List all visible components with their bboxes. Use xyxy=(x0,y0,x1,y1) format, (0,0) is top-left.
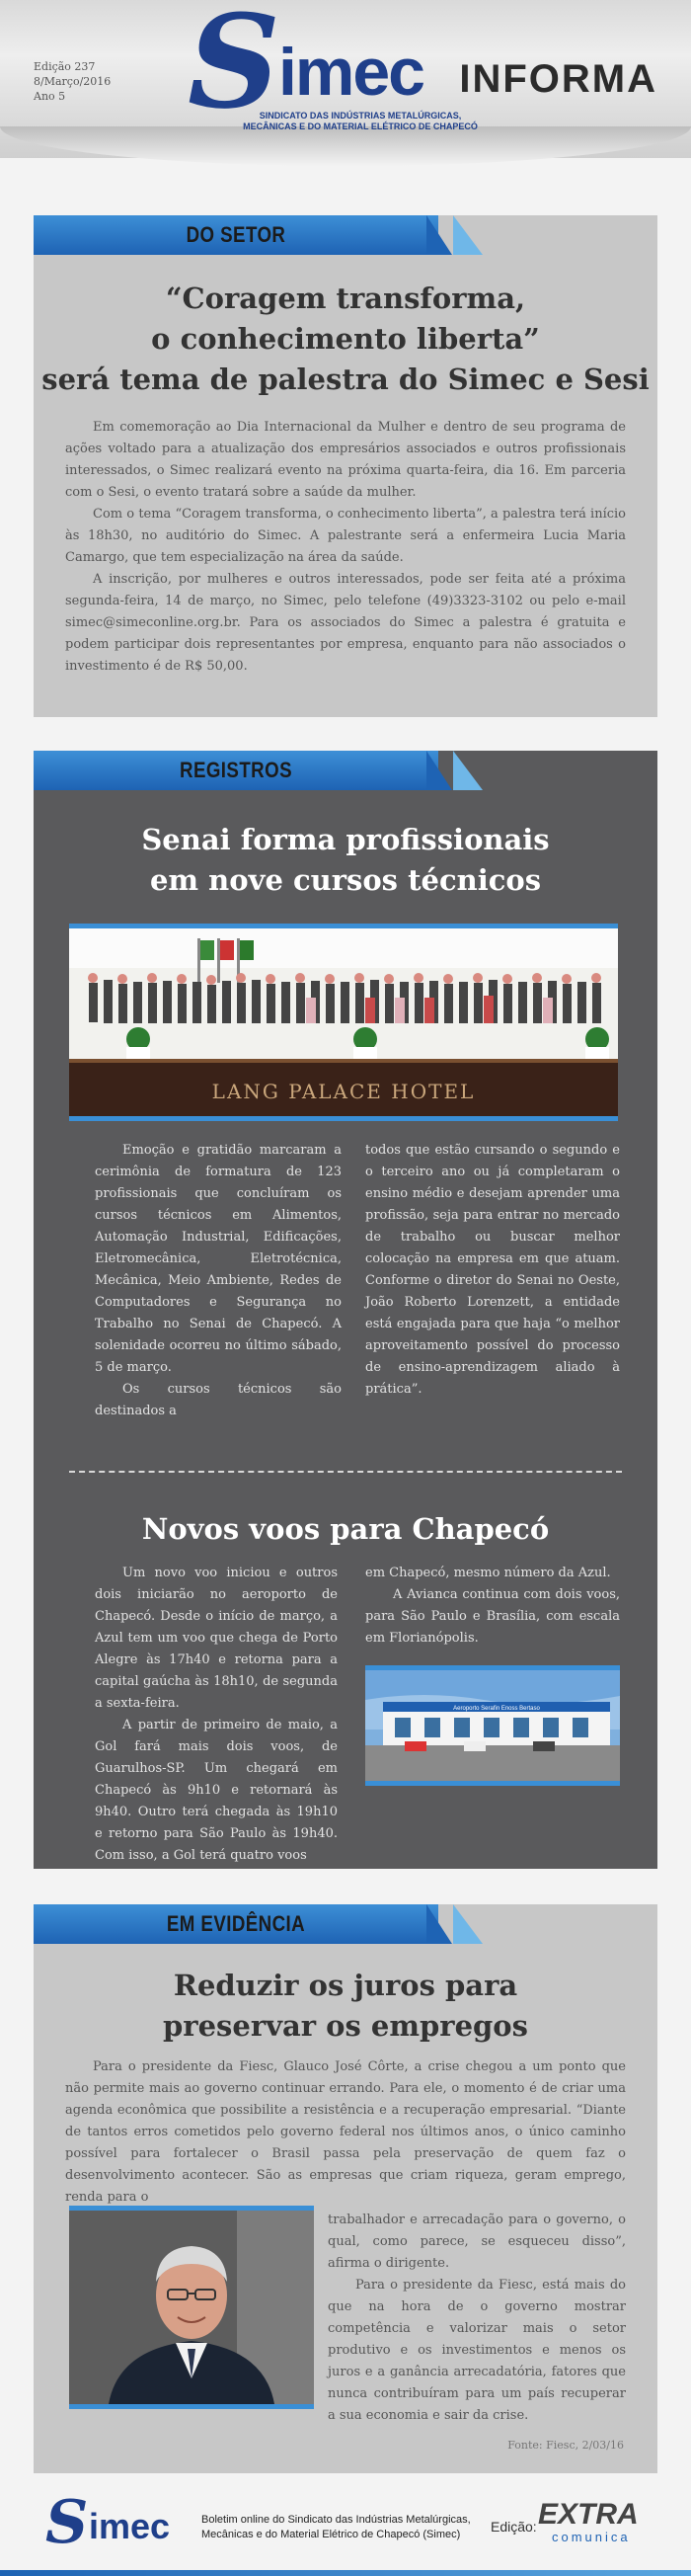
simec-logo-tagline: SINDICATO DAS INDÚSTRIAS METALÚRGICAS, MECÂNICAS E DO MATERIAL ELÉTRICO DE CHAPECÓ xyxy=(243,111,478,131)
informa-title: INFORMA xyxy=(459,57,657,101)
extra-logo-word: EXTRA xyxy=(538,2498,639,2531)
comunica-logo-word: comunica xyxy=(552,2530,631,2544)
airport-sign: Aeroporto Serafin Enoss Bertaso xyxy=(453,1706,540,1712)
section-em-evidencia xyxy=(34,1904,657,2473)
section-do-setor xyxy=(34,215,657,717)
portrait-illustration xyxy=(69,2211,314,2404)
paragraph: Para o presidente da Fiesc, Glauco José Côrte, a crise chegou a um ponto que não permite mais ao governo continuar errando. Para ele, o momento é de criar uma agenda econômica que possibilite a resistência e a recuperação empresarial. “Diante de tantos erros cometidos pelo governo federal nos últimos anos, o único caminho possível para fortalecer o Brasil passa pela preservação de quem faz o desenvolvimento acontecer. São as empresas que criam riqueza, geram emprego, renda para o xyxy=(65,2059,626,2205)
article-title-voos xyxy=(34,1509,657,1550)
article-title-palestra xyxy=(34,279,657,400)
paragraph: todos que estão cursando o segundo e o terceiro ano ou já completaram o ensino médio e desejam aprender uma profissão, seja para entrar no mercado de trabalho ou buscar melhor colocação na empresa em que atuam. Conforme o diretor do Senai no Oeste, João Roberto Lorenzett, a entidade está engajada para que haja “o melhor aproveitamento possível do processo de ensino-aprendizagem aliado à prática”. xyxy=(365,1143,620,1397)
article-senai-col1 xyxy=(95,1140,342,1422)
title-line: Senai forma profissionais xyxy=(141,823,550,856)
title-line: “Coragem transforma, xyxy=(165,282,526,315)
graduation-photo xyxy=(69,924,618,1121)
title-line: Reduzir os juros para xyxy=(173,1969,518,2002)
edition-number: Edição 237 xyxy=(34,60,96,73)
paragraph: Em comemoração ao Dia Internacional da Mulher e dentro de seu programa de ações voltado para a atualização dos empresários associados e outros profissionais interessados, o Simec realizará evento na próxima quarta-feira, dia 16. Em parceria com o Sesi, o evento tratará sobre a saúde da mulher. xyxy=(65,420,626,500)
title-line: preservar os empregos xyxy=(163,2009,528,2043)
article-voos-col2 xyxy=(365,1563,620,1650)
paragraph: A Avianca continua com dois voos, para São Paulo e Brasília, com escala em Florianópolis. xyxy=(365,1587,620,1646)
simec-logo-word: imec xyxy=(278,35,423,110)
footer-description xyxy=(201,2513,471,2542)
footer-logo-word: imec xyxy=(89,2506,171,2546)
section-registros xyxy=(34,751,657,1869)
paragraph: Os cursos técnicos são destinados a xyxy=(95,1382,342,1418)
article-title-juros xyxy=(34,1966,657,2047)
section-label: DO SETOR xyxy=(186,222,286,247)
edition-date: 8/Março/2016 xyxy=(34,75,112,88)
paragraph: Um novo voo iniciou e outros dois iniciarão no aeroporto de Chapecó. Desde o início de março, a Azul tem um voo que chega de Porto Alegre às 17h40 e retorna para a capital gaúcha às 18h10, de segunda a sexta-feira. xyxy=(95,1566,338,1711)
footer-description-line: Boletim online do Sindicato das Indústrias Metalúrgicas, xyxy=(201,2514,471,2526)
header xyxy=(0,0,691,158)
paragraph: A partir de primeiro de maio, a Gol fará mais dois voos, de Guarulhos-SP. Um chegará em Chapecó às 9h10 e retornará às 9h40. Outro terá chegada às 19h10 e retorno para São Paulo às 19h40. Com isso, a Gol terá quatro voos xyxy=(95,1718,338,1863)
article-senai-col2 xyxy=(365,1140,620,1401)
section-bar-do-setor xyxy=(34,215,657,255)
footer-description-line: Mecânicas e do Material Elétrico de Chapecó (Simec) xyxy=(201,2529,461,2540)
footer-bottom-bar xyxy=(0,2570,691,2576)
article-source: Fonte: Fiesc, 2/03/16 xyxy=(507,2439,624,2452)
edition-year: Ano 5 xyxy=(34,90,66,103)
article-juros-side xyxy=(328,2210,626,2427)
extra-comunica-logo xyxy=(538,2499,647,2544)
section-label: REGISTROS xyxy=(180,758,292,782)
title-line: o conhecimento liberta” xyxy=(151,322,540,356)
paragraph: A inscrição, por mulheres e outros interessados, pode ser feita até a próxima segunda-feira, 14 de março, no Simec, pelo telefone (49)3323-3102 ou pelo e-mail simec@simeconline.org.br. Para os associados do Simec a palestra é gratuita e podem participar dois representantes por empresa, enquanto para não associados o investimento é de R$ 50,00. xyxy=(65,572,626,674)
paragraph: Emoção e gratidão marcaram a cerimônia de formatura de 123 profissionais que concluíram os cursos técnicos em Alimentos, Automação Industrial, Edificações, Eletromecânica, Eletrotécnica, Mecânica, Meio Ambiente, Redes de Computadores e Segurança no Trabalho no Senai de Chapecó. A solenidade ocorreu no último sábado, 5 de março. xyxy=(95,1143,342,1375)
graduation-illustration xyxy=(69,928,618,1116)
title-line: será tema de palestra do Simec e Sesi xyxy=(41,362,650,396)
airport-illustration xyxy=(365,1670,620,1781)
footer xyxy=(0,2489,691,2576)
section-bar-registros xyxy=(34,751,657,790)
article-voos-col1 xyxy=(95,1563,338,1867)
article-juros-intro xyxy=(65,2056,626,2209)
title-line: em nove cursos técnicos xyxy=(149,863,542,897)
simec-logo-s-mark: S xyxy=(188,0,280,137)
airport-photo xyxy=(365,1665,620,1786)
photo-stage-sign: LANG PALACE HOTEL xyxy=(211,1080,476,1103)
title-line: Novos voos para Chapecó xyxy=(141,1512,550,1546)
simec-logo xyxy=(188,0,478,137)
footer-simec-logo xyxy=(45,2488,193,2560)
article-title-senai xyxy=(34,820,657,901)
section-label: EM EVIDÊNCIA xyxy=(166,1911,306,1936)
paragraph: Para o presidente da Fiesc, está mais do que na hora de o governo mostrar competência e valorizar mais o setor produtivo e os investimentos e menos os juros e a ganância arrecadatória, fatores que nunca contribuíram para um país recuperar a sua economia e sair da crise. xyxy=(328,2278,626,2423)
footer-logo-s-mark: S xyxy=(45,2488,89,2557)
section-bar-em-evidencia xyxy=(34,1904,657,1944)
paragraph: trabalhador e arrecadação para o governo, o qual, como parece, se esqueceu disso”, afirma o dirigente. xyxy=(328,2213,626,2271)
dashed-divider xyxy=(69,1471,622,1473)
article-body-palestra xyxy=(65,417,626,678)
paragraph: em Chapecó, mesmo número da Azul. xyxy=(365,1566,611,1580)
paragraph: Com o tema “Coragem transforma, o conhecimento liberta”, a palestra terá início às 18h30, no auditório do Simec. A palestrante será a enfermeira Lucia Maria Camargo, que tem especialização na área da saúde. xyxy=(65,507,626,565)
portrait-photo xyxy=(69,2206,314,2409)
footer-edicao-label: Edição: xyxy=(491,2519,537,2535)
edition-info xyxy=(34,59,111,104)
